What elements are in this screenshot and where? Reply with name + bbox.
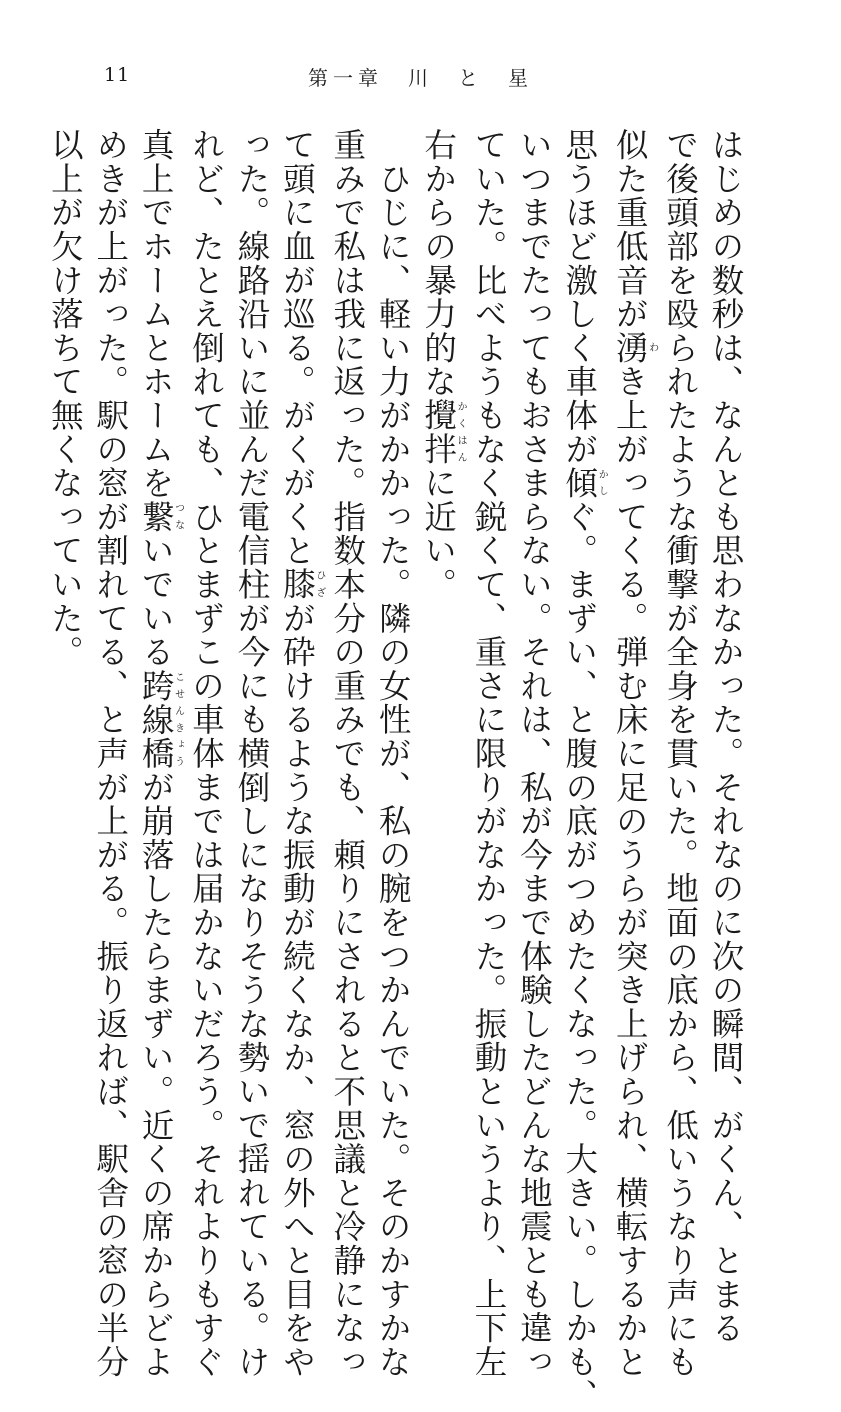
text-line: 重みで私は我に返った。指数本分の重みでも、頼りにされると不思議と冷静になっ — [328, 128, 367, 1379]
text-line — [556, 128, 608, 1412]
text-line — [274, 128, 325, 1379]
text-line: った。線路沿いに並んだ電信柱が今にも横倒しになりそうな勢いで揺れている。け — [232, 128, 271, 1379]
ruby-annotation — [611, 330, 658, 365]
ruby-annotation — [560, 466, 608, 500]
text-line — [415, 128, 465, 1138]
text-segment: が砕けるような振動が続くなか、窓の外へと目をや — [278, 601, 317, 1379]
text-segment: 似た重低音が — [611, 128, 650, 331]
text-line — [133, 128, 184, 1379]
text-segment: 思うほど激しく車体が — [560, 128, 599, 466]
text-line — [607, 128, 658, 1379]
ruby-reading: つな — [172, 499, 184, 534]
ruby-base: 繋 — [137, 499, 176, 534]
text-segment: に近い。 — [419, 466, 458, 602]
ruby-base: 膝 — [278, 567, 317, 602]
text-segment: が崩落したらまずい。近くの席からどよ — [137, 770, 176, 1379]
text-segment: いでいる — [137, 533, 176, 669]
text-line: いつまでたってもおさまらない。それは、私が今まで体験したどんな地震とも違っ — [515, 128, 554, 1379]
text-line: ひじに、軽い力がかかった。隣の女性が、私の腕をつかんでいた。そのかすかな — [374, 128, 413, 1379]
ruby-reading: かくはん — [455, 398, 467, 466]
ruby-annotation — [419, 398, 467, 467]
page-number: 11 — [104, 64, 131, 86]
text-line: めきが上がった。駅の窓が割れてる、と声が上がる。振り返れば、駅舎の窓の半分 — [91, 128, 130, 1379]
text-line: ていた。比べようもなく鋭くて、重さに限りがなかった。振動というより、上下左 — [469, 128, 508, 1379]
text-segment: 右からの暴力的な — [419, 128, 458, 399]
ruby-base: 攪拌 — [419, 398, 458, 467]
ruby-annotation — [278, 567, 325, 602]
ruby-reading: こせんきょう — [172, 668, 184, 771]
text-segment: き上がってくる。弾む床に足のうらが突き上げられ、横転するかと — [611, 364, 650, 1379]
ruby-reading: かし — [596, 466, 608, 500]
ruby-base: 傾 — [560, 466, 599, 500]
body-text — [46, 128, 748, 1412]
ruby-annotation — [137, 668, 184, 771]
ruby-reading: ひざ — [313, 567, 325, 602]
text-segment: て頭に血が巡る。がくがくと — [278, 128, 317, 568]
text-line: はじめの数秒は、なんとも思わなかった。それなのに次の瞬間、がくん、とまる — [707, 128, 745, 1345]
text-line: 以上が欠け落ちて無くなっていた。 — [46, 128, 85, 669]
text-segment: ぐ。まずい、と腹の底がつめたくなった。大きい。しかも、 — [560, 499, 599, 1412]
ruby-reading: わ — [646, 330, 658, 365]
text-line: れど、たとえ倒れても、ひとまずこの車体までは届かないだろう。それよりもすぐ — [187, 128, 226, 1379]
ruby-base: 跨線橋 — [137, 668, 176, 771]
ruby-annotation — [137, 499, 184, 534]
running-head: 第一章 川 と 星 — [308, 66, 533, 90]
text-line: で後頭部を殴られたような衝撃が全身を貫いた。地面の底から、低いうなり声にも — [661, 128, 700, 1379]
text-segment: 真上でホームとホームを — [137, 128, 176, 500]
ruby-base: 湧 — [611, 330, 650, 365]
